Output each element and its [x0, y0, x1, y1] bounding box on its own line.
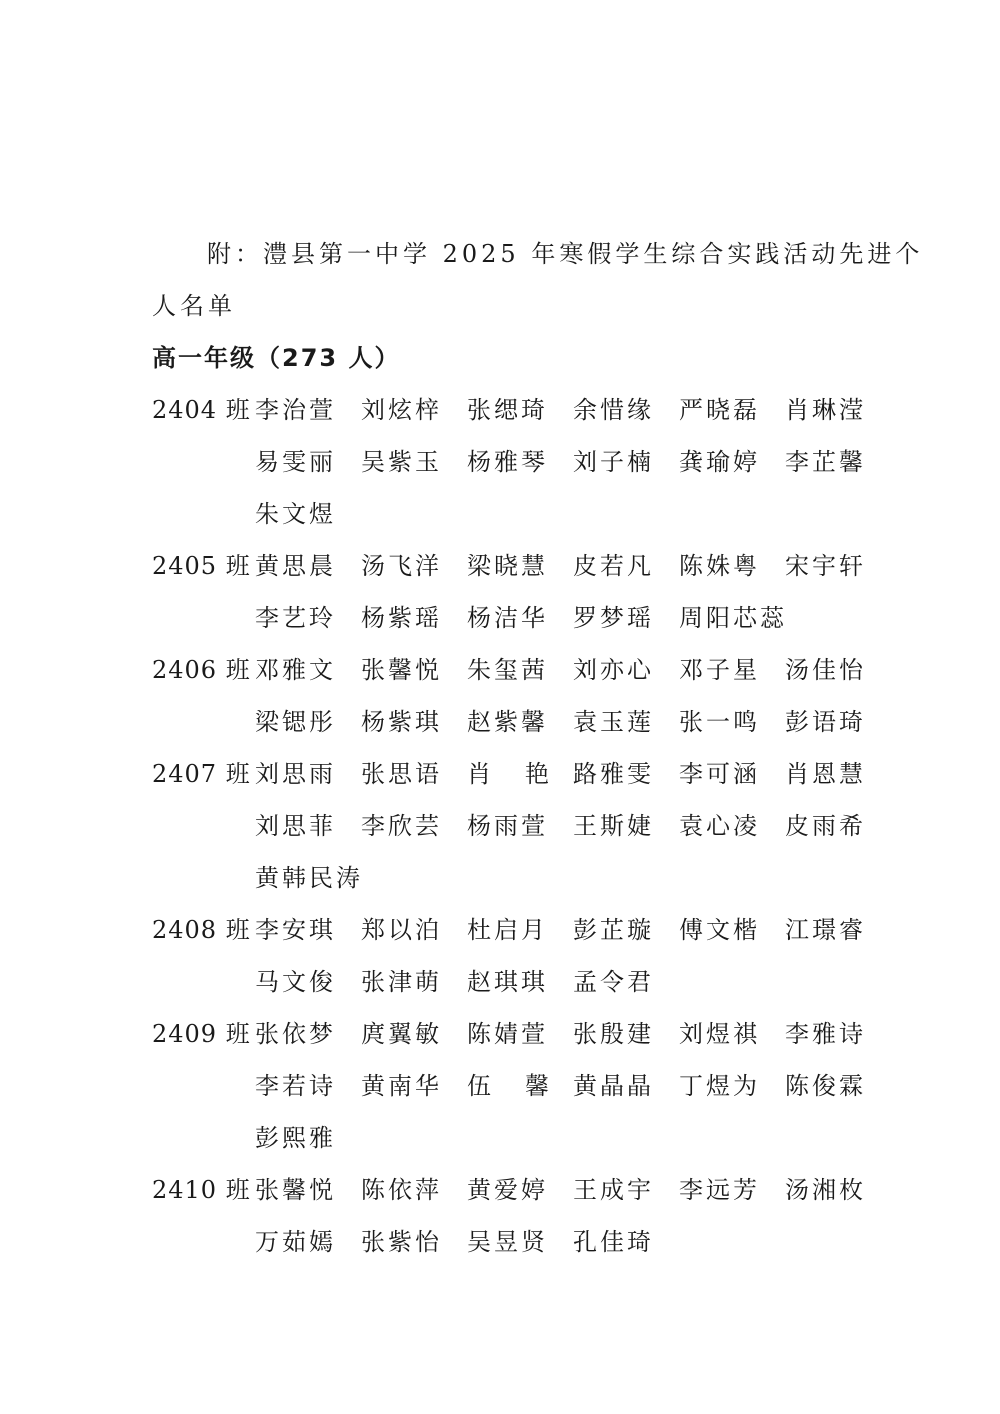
student-name: 杨雅琴: [467, 448, 548, 476]
student-name: 黄思晨: [255, 552, 336, 580]
class-block: [152, 540, 892, 644]
class-label: 2407 班: [152, 760, 251, 788]
student-name: 刘煜祺: [679, 1020, 760, 1048]
student-names: [255, 540, 892, 644]
student-name: 杨洁华: [467, 604, 548, 632]
class-label: 2408 班: [152, 916, 251, 944]
student-name: 肖琳滢: [785, 396, 866, 424]
student-name: 万茹嫣: [255, 1228, 336, 1256]
student-name: 黄南华: [361, 1072, 442, 1100]
student-name: 皮雨希: [785, 812, 866, 840]
student-names: [255, 384, 892, 540]
student-name: 陈婧萱: [467, 1020, 548, 1048]
student-name: 张殷建: [573, 1020, 654, 1048]
student-name: 肖 艳: [467, 760, 549, 788]
student-names: [255, 748, 892, 904]
student-name: 李雅诗: [785, 1020, 866, 1048]
student-names: [255, 904, 892, 1008]
intro-line-1: 附：澧县第一中学 2025 年寒假学生综合实践活动先进个: [207, 240, 924, 268]
class-block: [152, 904, 892, 1008]
student-names: [255, 1164, 892, 1268]
student-name: 罗梦瑶: [573, 604, 654, 632]
class-label: 2410 班: [152, 1176, 251, 1204]
student-name: 张思语: [361, 760, 442, 788]
student-name: 周阳芯蕊: [679, 604, 787, 632]
student-name: 刘亦心: [573, 656, 654, 684]
student-name: 张馨悦: [255, 1176, 336, 1204]
student-name: 张津萌: [361, 968, 442, 996]
student-name: 袁玉莲: [573, 708, 654, 736]
student-name: 肖恩慧: [785, 760, 866, 788]
class-block: [152, 1164, 892, 1268]
class-block: [152, 748, 892, 904]
student-name: 吴昱贤: [467, 1228, 548, 1256]
student-name: 马文俊: [255, 968, 336, 996]
student-name: 彭语琦: [785, 708, 866, 736]
student-name: 李可涵: [679, 760, 760, 788]
student-name: 张缌琦: [467, 396, 548, 424]
student-name: 陈依萍: [361, 1176, 442, 1204]
student-names: [255, 644, 892, 748]
student-name: 王斯婕: [573, 812, 654, 840]
student-name: 孟令君: [573, 968, 654, 996]
class-block: [152, 644, 892, 748]
class-label: 2405 班: [152, 552, 251, 580]
student-name: 赵琪琪: [467, 968, 548, 996]
student-name: 邓子星: [679, 656, 760, 684]
class-label: 2409 班: [152, 1020, 251, 1048]
student-names: [255, 1008, 892, 1164]
student-name: 汤佳怡: [785, 656, 866, 684]
student-name: 邓雅文: [255, 656, 336, 684]
student-name: 杨雨萱: [467, 812, 548, 840]
student-name: 朱玺茜: [467, 656, 548, 684]
student-name: 易雯丽: [255, 448, 336, 476]
student-name: 李芷馨: [785, 448, 866, 476]
student-name: 彭熙雅: [255, 1124, 336, 1152]
student-name: 刘炫梓: [361, 396, 442, 424]
student-name: 梁锶彤: [255, 708, 336, 736]
student-name: 汤飞洋: [361, 552, 442, 580]
class-block: [152, 1008, 892, 1164]
student-name: 杜启月: [467, 916, 548, 944]
student-name: 黄晶晶: [573, 1072, 654, 1100]
student-name: 杨紫琪: [361, 708, 442, 736]
class-label: 2406 班: [152, 656, 251, 684]
student-name: 李远芳: [679, 1176, 760, 1204]
student-name: 江璟睿: [785, 916, 866, 944]
grade-heading: 高一年级（273 人）: [152, 344, 401, 372]
student-name: 李艺玲: [255, 604, 336, 632]
student-name: 张依梦: [255, 1020, 336, 1048]
student-name: 刘思菲: [255, 812, 336, 840]
student-name: 李安琪: [255, 916, 336, 944]
student-name: 黄韩民涛: [255, 864, 363, 892]
student-name: 陈俊霖: [785, 1072, 866, 1100]
student-name: 黄爱婷: [467, 1176, 548, 1204]
student-name: 张紫怡: [361, 1228, 442, 1256]
class-block: [152, 384, 892, 540]
student-name: 严晓磊: [679, 396, 760, 424]
student-name: 赵紫馨: [467, 708, 548, 736]
student-name: 庹翼敏: [361, 1020, 442, 1048]
student-name: 张一鸣: [679, 708, 760, 736]
class-label: 2404 班: [152, 396, 251, 424]
student-name: 伍 馨: [467, 1072, 549, 1100]
document-intro: [152, 228, 924, 332]
student-name: 刘子楠: [573, 448, 654, 476]
student-name: 袁心凌: [679, 812, 760, 840]
student-name: 路雅雯: [573, 760, 654, 788]
student-name: 朱文煜: [255, 500, 336, 528]
student-name: 皮若凡: [573, 552, 654, 580]
intro-line-2: 人名单: [152, 292, 236, 320]
student-name: 宋宇轩: [785, 552, 866, 580]
student-name: 吴紫玉: [361, 448, 442, 476]
student-name: 王成宇: [573, 1176, 654, 1204]
student-name: 梁晓慧: [467, 552, 548, 580]
student-name: 余惜缘: [573, 396, 654, 424]
student-name: 张馨悦: [361, 656, 442, 684]
student-name: 汤湘枚: [785, 1176, 866, 1204]
student-name: 龚瑜婷: [679, 448, 760, 476]
student-name: 陈姝粤: [679, 552, 760, 580]
student-name: 丁煜为: [679, 1072, 760, 1100]
student-name: 李欣芸: [361, 812, 442, 840]
student-name: 刘思雨: [255, 760, 336, 788]
student-name: 李若诗: [255, 1072, 336, 1100]
student-name: 杨紫瑶: [361, 604, 442, 632]
class-list: [152, 384, 892, 1268]
student-name: 孔佳琦: [573, 1228, 654, 1256]
student-name: 彭芷璇: [573, 916, 654, 944]
student-name: 傅文楷: [679, 916, 760, 944]
student-name: 郑以泊: [361, 916, 442, 944]
student-name: 李治萱: [255, 396, 336, 424]
